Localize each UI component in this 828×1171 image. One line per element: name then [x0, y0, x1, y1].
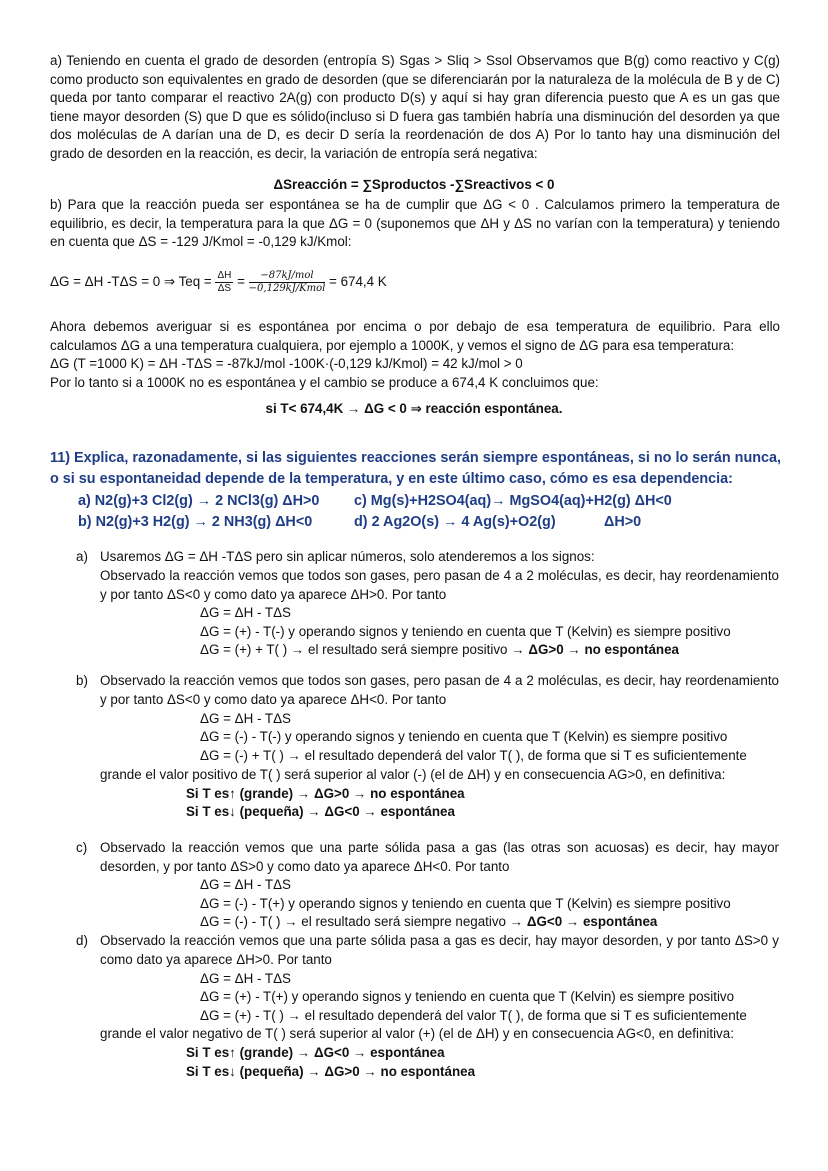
answer-c-eq1: ΔG = ΔH - TΔS [200, 877, 291, 892]
answer-c-eq2: ΔG = (-) - T(+) y operando signos y teniendo en cuenta que T (Kelvin) es siempre positivo [200, 896, 731, 911]
teq-frac-symbolic [215, 270, 233, 295]
answer-b-eq2: ΔG = (-) - T(-) y operando signos y teniendo en cuenta que T (Kelvin) es siempre positivo [200, 729, 728, 744]
answer-a-eq1: ΔG = ΔH - TΔS [200, 605, 291, 620]
answer-c-label: c) [76, 840, 88, 855]
teq-left: ΔG = ΔH -TΔS = 0 ⇒ Teq = [50, 274, 212, 290]
answer-c-result: ΔG<0 → espontánea [526, 914, 658, 929]
teq-frac2-den: −0,129kJ/Kmol [248, 283, 326, 294]
answer-d-label: d) [76, 933, 88, 948]
answer-a-paragraph: Observado la reacción vemos que todos son gases, pero pasan de 4 a 2 moléculas, es decir, hay reordenamiento y por tanto ΔS<0 y como dato ya aparece ΔH>0. Por tanto [100, 568, 779, 602]
q11-heading-1: 11) Explica, razonadamente, si las siguientes reacciones serán siempre espontáneas, si no lo serán nunca, [50, 450, 782, 466]
intro-a-paragraph: a) Teniendo en cuenta el grado de desorden (entropía S) Sgas > Sliq > Ssol Observamos que B(g) como reactivo y C(g) como producto son equivalentes en grado de desorden (que se diferenciarán por la naturaleza de la molécula de B y de C) queda por tanto comparar el reactivo 2A(g) con producto D(s) y aquí si hay gran diferencia puesto que A es un gas que tiene mayor desorden (S) que D que es sólido(incluso si D fuera gas también habría una disminución del desorden ya que dos moléculas de A darían una de D, es decir D sería la reordenación de dos A) Por lo tanto hay una disminución del grado de desorden en la reacción, es decir, la variación de entropía será negativa: [50, 53, 780, 161]
answer-b-eq1: ΔG = ΔH - TΔS [200, 711, 291, 726]
check-paragraph-1: Ahora debemos averiguar si es espontánea por encima o por debajo de esa temperatura de equilibrio. Para ello calculamos ΔG a una temperatura cualquiera, por ejemplo a 1000K, y vemos el signo de ΔG para esa temperatura: [50, 319, 780, 353]
answer-b-label: b) [76, 673, 88, 688]
teq-equation [50, 270, 387, 295]
answer-a-result: ΔG>0 → no espontánea [528, 642, 679, 657]
teq-frac1-num: ΔH [217, 270, 232, 281]
reaction-d: d) 2 Ag2O(s) → 4 Ag(s)+O2(g) [354, 514, 556, 530]
answer-d-result-1: Si T es↑ (grande) → ΔG<0 → espontánea [186, 1045, 445, 1060]
reaction-c: c) Mg(s)+H2SO4(aq)→ MgSO4(aq)+H2(g) ΔH<0 [354, 493, 672, 509]
intro-b-paragraph: b) Para que la reacción pueda ser espontánea se ha de cumplir que ΔG < 0 . Calculamos primero la temperatura de equilibrio, es decir, la temperatura para la que ΔG = 0 (suponemos que ΔH y ΔS no varían con la temperatura) y teniendo en cuenta que ΔS = -129 J/Kmol = -0,129 kJ/Kmol: [50, 197, 780, 250]
answer-b-paragraph: Observado la reacción vemos que todos son gases, pero pasan de 4 a 2 moléculas, es decir, hay reordenamiento y por tanto ΔS<0 y como dato ya aparece ΔH<0. Por tanto [100, 673, 779, 707]
reaction-d-dh: ΔH>0 [604, 514, 642, 530]
check-line-2: ΔG (T =1000 K) = ΔH -TΔS = -87kJ/mol -100K·(-0,129 kJ/Kmol) = 42 kJ/mol > 0 [50, 356, 523, 371]
answer-b-result-2: Si T es↓ (pequeña) → ΔG<0 → espontánea [186, 804, 455, 819]
answer-d-eq2: ΔG = (+) - T(+) y operando signos y teniendo en cuenta que T (Kelvin) es siempre positivo [200, 989, 735, 1004]
answer-c-paragraph: Observado la reacción vemos que una parte sólida pasa a gas (las otras son acuosas) es decir, hay mayor desorden, y por tanto ΔS>0 y como dato ya aparece ΔH<0. Por tanto [100, 840, 779, 874]
answer-a-eq3 [200, 641, 679, 660]
answer-d-paragraph: Observado la reacción vemos que una parte sólida pasa a gas es decir, hay mayor desorden, y por tanto ΔS>0 y como dato ya aparece ΔH>0. Por tanto [100, 933, 779, 967]
answer-b-result-1: Si T es↑ (grande) → ΔG>0 → no espontánea [186, 786, 465, 801]
answer-a-eq2: ΔG = (+) - T(-) y operando signos y teniendo en cuenta que T (Kelvin) es siempre positivo [200, 624, 731, 639]
teq-result: = 674,4 K [329, 274, 387, 290]
answer-b-eq3: ΔG = (-) + T( ) → el resultado dependerá del valor T( ), de forma que si T es suficientemente [200, 748, 747, 763]
q11-heading-2: o si su espontaneidad depende de la temperatura, y en este último caso, cómo es esa dependencia: [50, 471, 733, 487]
answer-a-intro: Usaremos ΔG = ΔH -TΔS pero sin aplicar números, solo atenderemos a los signos: [100, 549, 595, 564]
reaction-b: b) N2(g)+3 H2(g) → 2 NH3(g) ΔH<0 [78, 514, 313, 530]
teq-frac1-den: ΔS [217, 283, 232, 294]
answer-d-eq1: ΔG = ΔH - TΔS [200, 971, 291, 986]
answer-c-eq3-text: ΔG = (-) - T( ) → el resultado será siempre negativo → [200, 914, 527, 929]
entropy-formula: ΔSreacción = ∑Sproductos -∑Sreactivos < 0 [273, 177, 555, 192]
answer-d-result-2: Si T es↓ (pequeña) → ΔG>0 → no espontánea [186, 1064, 476, 1079]
conclusion-line: si T< 674,4K → ΔG < 0 ⇒ reacción espontánea. [265, 401, 563, 416]
answer-a-eq3-text: ΔG = (+) + T( ) → el resultado será siempre positivo → [200, 642, 529, 657]
answer-c-eq3 [200, 913, 657, 932]
teq-frac2-num: −87kJ/mol [249, 270, 326, 283]
answer-a-label: a) [76, 549, 88, 564]
answer-d-eq4: grande el valor negativo de T( ) será superior al valor (+) (el de ΔH) y en consecuencia AG<0, en definitiva: [100, 1026, 734, 1041]
answer-b-eq4: grande el valor positivo de T( ) será superior al valor (-) (el de ΔH) y en consecuencia AG>0, en definitiva: [100, 767, 726, 782]
answer-d-eq3: ΔG = (+) - T( ) → el resultado dependerá del valor T( ), de forma que si T es suficientemente [200, 1008, 747, 1023]
equals-sign: = [237, 274, 245, 290]
teq-frac-numeric [249, 270, 326, 295]
check-line-3: Por lo tanto si a 1000K no es espontánea y el cambio se produce a 674,4 K concluimos que: [50, 375, 599, 390]
reaction-a: a) N2(g)+3 Cl2(g) → 2 NCl3(g) ΔH>0 [78, 493, 320, 509]
